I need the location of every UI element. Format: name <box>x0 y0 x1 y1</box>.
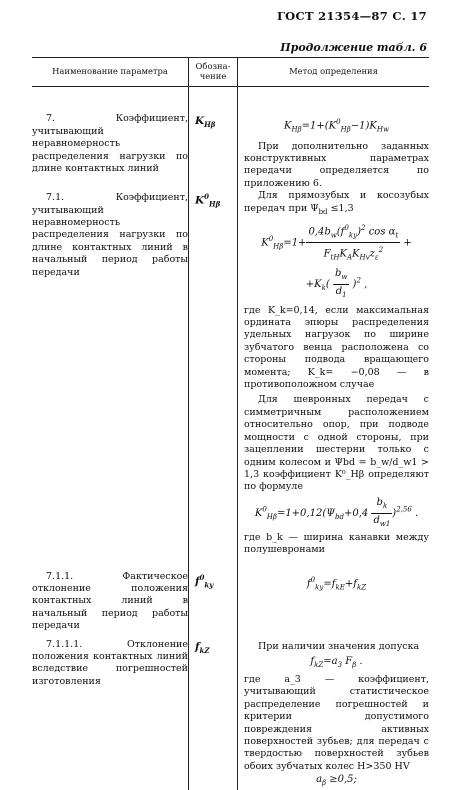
row-name: 7.1.1. Фактическое отклонение положения контактных линий в начальный период работы передачи <box>32 570 188 632</box>
row-symbol: $K_{H\beta}$ <box>195 115 216 130</box>
table-row <box>32 633 429 790</box>
row-formula: $K^0_{H\beta}=1+0,12(\Psi_{bd}+0,4$ $\frac{b_k}{d_{w1}}$ )$^{2,56}$ . <box>254 496 419 528</box>
row-formula: $K^0_{H\beta}=1+$ $0,4b_w(f^0_{kу})^2$ $\cos \alpha_t$ $F_{tH}K_AK_{Hv}z_\varepsilon^2$ + <box>244 221 429 265</box>
row-method-text: где a_3 — коэффициент, учитывающий статистическое распределение погрешностей и критерии допустимого повреждения активных поверхностей зубьев; для передач с твердостью поверхностей зубьев обоих зубчатых колес H>350 HV <box>244 673 429 772</box>
table-continuation: Продолжение табл. 6 <box>280 41 427 54</box>
row-name: 7.1.1.1. Отклонение положения контактных линий вследствие погрешностей изготовления <box>32 638 188 687</box>
col-header-symbol: Обозна- чение <box>189 58 238 87</box>
standard-header: ГОСТ 21354—87 С. 17 <box>276 9 427 23</box>
table-row <box>32 557 429 633</box>
row-method-text: Для шевронных передач с симметричным расположением относительно опор, при подводе мощности с одной стороны, при зацеплении шестерни только с одним колесом и Ψbd = b_w/d_w1 > 1,3 коэффициент K⁰_Hβ определяют по формуле <box>244 394 429 493</box>
row-formula: $f^0_{kу}=f_{kE}+f_{kZ}$ <box>306 575 367 591</box>
row-formula: $K_{H\beta}=1+(K^0_{H\beta}-1)K_{Hw}$ <box>284 118 389 134</box>
row-formula-cont: $+K_k$( $\frac{b_w}{d_1}$ )$^2$ , <box>305 267 368 299</box>
row-method-text: При дополнительно заданных конструктивных параметрах передачи определяется по приложению 6. <box>244 140 429 189</box>
row-method-text: где b_k — ширина канавки между полушевронами <box>244 531 429 556</box>
row-name: 7.1. Коэффициент, учитывающий неравномерность распределения нагрузки по длине контактных линий в начальный период работы передачи <box>32 192 188 278</box>
row-formula: $f_{kZ}=a_3$ $F_\beta$ . <box>310 655 363 669</box>
row-symbol: $f^0_{kу}$ <box>195 572 214 590</box>
parameter-table <box>32 57 429 790</box>
row-name: 7. Коэффициент, учитывающий неравномерность распределения нагрузки по длине контактных линий <box>32 113 188 174</box>
col-header-method: Метод определения <box>238 58 430 87</box>
row-symbol: $f_{kZ}$ <box>195 640 210 655</box>
table-row <box>32 190 429 556</box>
row-symbol: $K^0_{H\beta}$ <box>195 192 221 209</box>
row-method-text: Для прямозубых и косозубых передач при $\Psi_{bd} \le 1,3$ <box>244 190 429 216</box>
row-method-text: где K_k=0,14, если максимальная ордината эпюры распределения удельных нагрузок по ширине зубчатого венца расположена со стороны подвода вращающего момента; K_k= −0,08 — в противоположном случае <box>244 304 429 391</box>
row-method-text: При наличии значения допуска <box>258 640 420 652</box>
row-formula: $a_\beta \ge 0,5$; <box>316 774 357 788</box>
table-row <box>32 87 429 190</box>
col-header-name: Наименование параметра <box>32 58 189 87</box>
